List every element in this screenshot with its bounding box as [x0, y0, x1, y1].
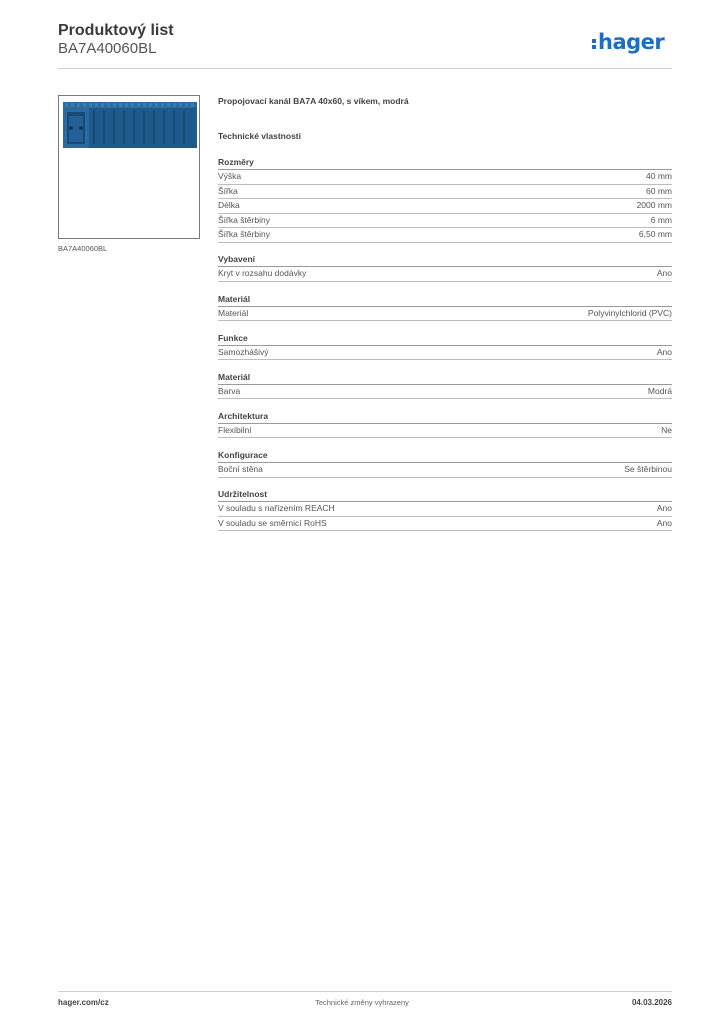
- product-name: Propojovací kanál BA7A 40x60, s víkem, modrá: [218, 96, 409, 106]
- spec-label: Šířka: [218, 185, 238, 196]
- spec-value: Modrá: [647, 385, 672, 396]
- section-title: Vybavení: [218, 253, 672, 267]
- section-material: [218, 293, 672, 322]
- header-divider: [58, 68, 672, 69]
- spec-row: [218, 463, 672, 478]
- spec-row: [218, 517, 672, 532]
- spec-row: [218, 199, 672, 214]
- spec-label: Barva: [218, 385, 241, 396]
- spec-value: Ano: [656, 268, 672, 279]
- spec-label: Šířka štěrbiny: [218, 229, 270, 240]
- logo-colon-mark: [592, 39, 596, 49]
- spec-row: [218, 307, 672, 322]
- section-material-color: [218, 371, 672, 400]
- spec-row: [218, 228, 672, 243]
- section-title: Funkce: [218, 332, 672, 346]
- spec-row: [218, 185, 672, 200]
- section-architecture: [218, 410, 672, 439]
- spec-label: Materiál: [218, 307, 249, 318]
- footer-website-link[interactable]: hager.com/cz: [58, 998, 109, 1007]
- section-sustainability: [218, 488, 672, 531]
- section-title: Materiál: [218, 371, 672, 385]
- spec-value: 6,50 mm: [638, 229, 672, 240]
- spec-label: V souladu s nařízením REACH: [218, 503, 335, 514]
- spec-row: [218, 214, 672, 229]
- spec-row: [218, 170, 672, 185]
- section-title: Udržitelnost: [218, 488, 672, 502]
- spec-value: Ano: [656, 346, 672, 357]
- section-configuration: [218, 449, 672, 478]
- hager-logo: [592, 27, 664, 57]
- spec-row: [218, 502, 672, 517]
- section-title: Konfigurace: [218, 449, 672, 463]
- footer-divider: [58, 991, 672, 992]
- section-title: Rozměry: [218, 156, 672, 170]
- spec-sections: [218, 156, 672, 531]
- section-title: Materiál: [218, 293, 672, 307]
- spec-value: 40 mm: [646, 171, 672, 181]
- logo-text: hager: [598, 30, 665, 54]
- spec-label: V souladu se směrnicí RoHS: [218, 517, 327, 528]
- spec-value: Se štěrbinou: [624, 463, 672, 474]
- product-image: [58, 95, 200, 239]
- spec-value: Ano: [656, 503, 672, 514]
- spec-row: [218, 424, 672, 439]
- image-caption: BA7A40060BL: [58, 244, 108, 253]
- spec-value: Ano: [656, 517, 672, 528]
- spec-label: Boční stěna: [218, 463, 263, 474]
- spec-label: Flexibilní: [218, 424, 252, 435]
- section-title: Architektura: [218, 410, 672, 424]
- section-function: [218, 332, 672, 361]
- technical-properties-heading: Technické vlastnosti: [218, 131, 301, 141]
- spec-value: 6 mm: [650, 214, 672, 225]
- spec-value: 2000 mm: [636, 200, 672, 211]
- product-code: BA7A40060BL: [58, 40, 157, 57]
- spec-row: [218, 385, 672, 400]
- spec-label: Kryt v rozsahu dodávky: [218, 268, 307, 279]
- spec-label: Samozhášivý: [218, 346, 269, 357]
- spec-row: [218, 267, 672, 282]
- spec-label: Šířka štěrbiny: [218, 214, 270, 225]
- section-equipment: [218, 253, 672, 282]
- page-title: Produktový list: [58, 22, 174, 39]
- spec-row: [218, 346, 672, 361]
- cable-duct-illustration: [59, 96, 199, 238]
- footer-date: 04.03.2026: [631, 998, 672, 1007]
- spec-label: Délka: [218, 200, 240, 211]
- spec-value: Ne: [661, 424, 672, 435]
- product-details: [218, 96, 672, 542]
- section-dimensions: [218, 156, 672, 243]
- footer-disclaimer: Technické změny vyhrazeny: [315, 998, 409, 1007]
- spec-value: 60 mm: [646, 185, 672, 196]
- spec-label: Výška: [218, 171, 242, 181]
- spec-value: Polyvinylchlorid (PVC): [587, 307, 672, 318]
